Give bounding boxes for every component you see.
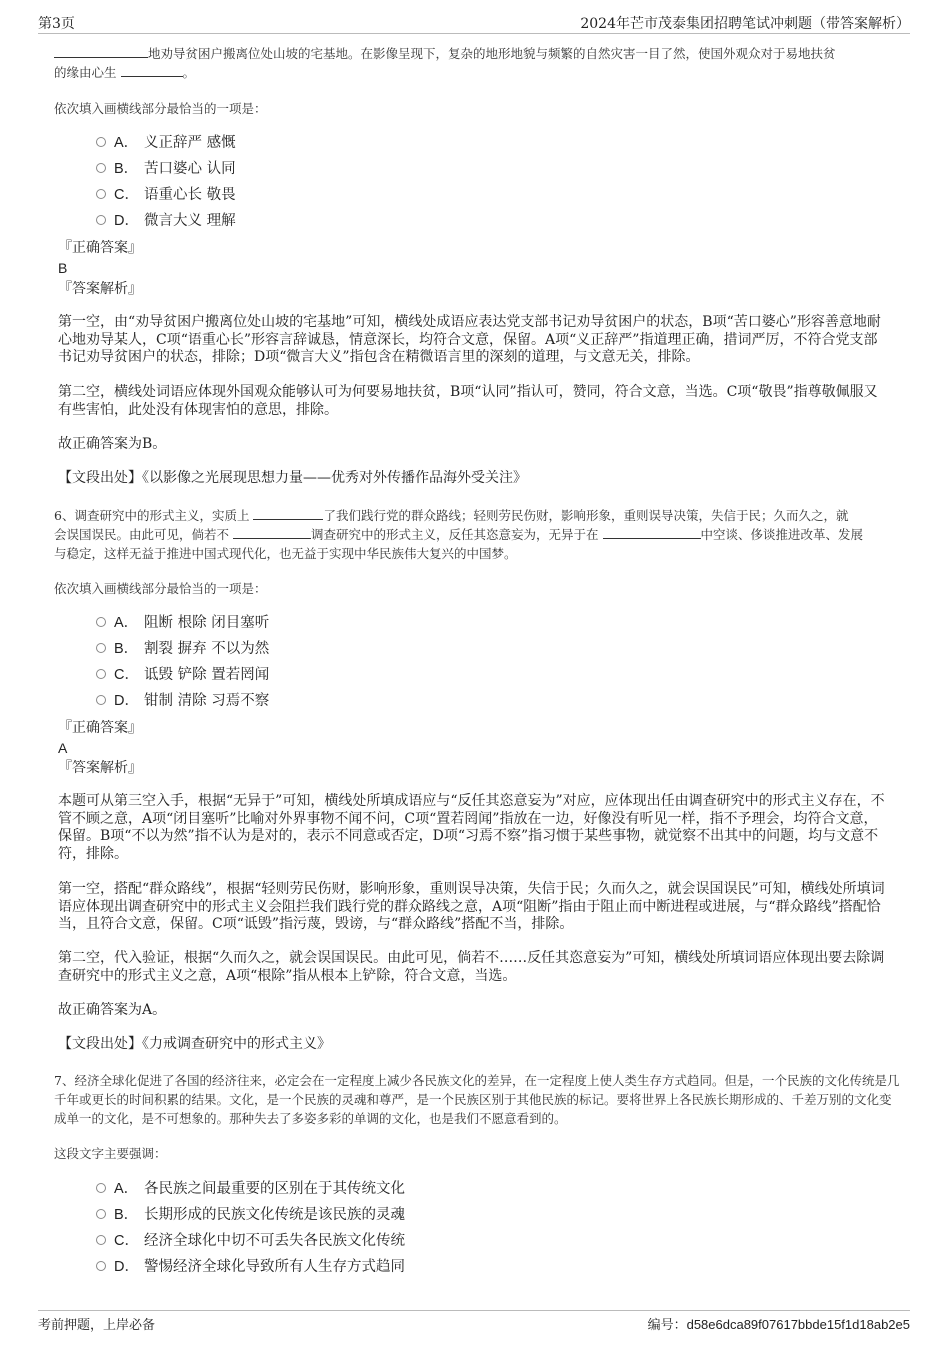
radio-icon[interactable] [96,1209,106,1219]
radio-icon[interactable] [96,1235,106,1245]
q5-analysis-para-1: 第一空，由“劝导贫困户搬离位处山坡的宅基地”可知，横线处成语应表达党支部书记劝导贫困户的状态，B项“苦口婆心”形容善意地耐心地劝导某人，C项“语重心长”形容言辞诚恳，情意深长，均符合文意，保留。A项“义正辞严”指道理正确，措词严厉，不符合党支部书记劝导贫困户的状态，排除；D项“微言大义”指包含在精微语言里的深刻的道理，与文意无关，排除。 [58,314,881,365]
q6-correct-answer: A [58,740,68,756]
radio-icon[interactable] [96,617,106,627]
q5-conclusion: 故正确答案为B。 [58,436,167,452]
q6-conclusion: 故正确答案为A。 [58,1002,167,1018]
q5-analysis-para-2: 第二空，横线处词语应体现外国观众能够认可为何要易地扶贫，B项“认同”指认可，赞同，符合文意，当选。C项“敬畏”指尊敬佩服又有些害怕，此处没有体现害怕的意思，排除。 [58,384,878,418]
radio-icon[interactable] [96,1261,106,1271]
q6-option-a[interactable]: A． 阻断 根除 闭目塞听 [96,614,269,632]
q7-option-b[interactable]: B． 长期形成的民族文化传统是该民族的灵魂 [96,1206,405,1224]
answer-blank [603,526,701,539]
q6-prompt: 依次填入画横线部分最恰当的一项是： [54,581,267,596]
q7-prompt: 这段文字主要强调： [54,1146,167,1161]
radio-icon[interactable] [96,189,106,199]
answer-blank [54,45,148,58]
radio-icon[interactable] [96,695,106,705]
q5-option-b[interactable]: B． 苦口婆心 认同 [96,160,236,178]
q5-analysis-label: 『答案解析』 [58,281,142,297]
q5-source: 【文段出处】《以影像之光展现思想力量——优秀对外传播作品海外受关注》 [58,470,527,486]
q6-source: 【文段出处】《力戒调查研究中的形式主义》 [58,1036,331,1052]
page-number: 第3页 [38,16,75,32]
q5-option-a[interactable]: A． 义正辞严 感慨 [96,134,236,152]
footer-divider [38,1310,910,1311]
answer-blank [233,526,311,539]
radio-icon[interactable] [96,137,106,147]
q7-option-d[interactable]: D． 警惕经济全球化导致所有人生存方式趋同 [96,1258,405,1276]
answer-blank [121,64,183,77]
footer-slogan: 考前押题，上岸必备 [38,1318,156,1333]
answer-blank [253,507,323,520]
radio-icon[interactable] [96,643,106,653]
q6-analysis-para-1: 本题可从第三空入手，根据“无异于”可知，横线处所填成语应与“反任其恣意妄为”对应，应体现出任由调查研究中的形式主义存在，不管不顾之意，A项“闭目塞听”比喻对外界事物不闻不问，C项“置若罔闻”指放在一边，好像没有听见一样，指不予理会，均符合文意，保留。B项“不以为然”指不认为是对的，表示不同意或否定，D项“习焉不察”指习惯于某些事物，就觉察不出其中的问题，均与文意不符，排除。 [58,793,885,862]
q6-analysis-label: 『答案解析』 [58,760,142,776]
radio-icon[interactable] [96,215,106,225]
q6-analysis-para-2: 第一空，搭配“群众路线”，根据“轻则劳民伤财，影响形象，重则误导决策，失信于民；久而久之，就会误国误民”可知，横线处所填词语应体现出调查研究中的形式主义会阻拦我们践行党的群众路线之意，A项“阻断”指由于阻止而中断进程或进展，与“群众路线”搭配恰当，且符合文意，保留。C项“诋毁”指污蔑，毁谤，与“群众路线”搭配不当，排除。 [58,881,885,932]
footer-code: 编号：d58e6dca89f07617bbde15f1d18ab2e5 [647,1317,910,1333]
q6-option-b[interactable]: B． 割裂 摒弃 不以为然 [96,640,269,658]
q6-option-d[interactable]: D． 钳制 清除 习焉不察 [96,692,269,710]
q5-option-c[interactable]: C． 语重心长 敬畏 [96,186,236,204]
radio-icon[interactable] [96,163,106,173]
document-title: 2024年芒市茂泰集团招聘笔试冲刺题（带答案解析） [580,16,910,32]
q6-option-c[interactable]: C． 诋毁 铲除 置若罔闻 [96,666,269,684]
q6-stem: 6、调查研究中的形式主义，实质上 了我们践行党的群众路线；轻则劳民伤财，影响形象，重则误导决策，失信于民；久而久之，就 会误国误民。由此可见，倘若不 调查研究中的形式主义，反任其恣意妄为，无异于在 中空谈、侈谈推进改革、发展 与稳定，这样无益于推进中国式现代化，也无益于实现中华民族伟大复兴的中国梦。 [54,508,864,561]
q6-analysis-para-3: 第二空，代入验证，根据“久而久之，就会误国误民。由此可见，倘若不……反任其恣意妄为”可知，横线处所填词语应体现出要去除调查研究中的形式主义之意，A项“根除”指从根本上铲除，符合文意，当选。 [58,950,885,984]
q5-stem: 地劝导贫困户搬离位处山坡的宅基地。在影像呈现下，复杂的地形地貌与频繁的自然灾害一目了然，使国外观众对于易地扶贫 的缘由心生 。 [54,46,836,80]
q7-option-a[interactable]: A． 各民族之间最重要的区别在于其传统文化 [96,1180,405,1198]
radio-icon[interactable] [96,1183,106,1193]
header-divider [38,33,910,34]
q5-correct-label: 『正确答案』 [58,240,142,256]
q5-prompt: 依次填入画横线部分最恰当的一项是： [54,101,267,116]
q5-option-d[interactable]: D． 微言大义 理解 [96,212,236,230]
q5-correct-answer: B [58,260,68,276]
q7-option-c[interactable]: C． 经济全球化中切不可丢失各民族文化传统 [96,1232,405,1250]
q7-stem: 7、经济全球化促进了各国的经济往来，必定会在一定程度上减少各民族文化的差异，在一定程度上使人类生存方式趋同。但是，一个民族的文化传统是几千年或更长的时间积累的结果。文化，是一个民族的灵魂和尊严，是一个民族区别于其他民族的标记。要将世界上各民族长期形成的、千差万别的文化变成单一的文化，是不可想象的。那种失去了多姿多彩的单调的文化，也是我们不愿意看到的。 [54,1073,900,1126]
q6-correct-label: 『正确答案』 [58,720,142,736]
radio-icon[interactable] [96,669,106,679]
